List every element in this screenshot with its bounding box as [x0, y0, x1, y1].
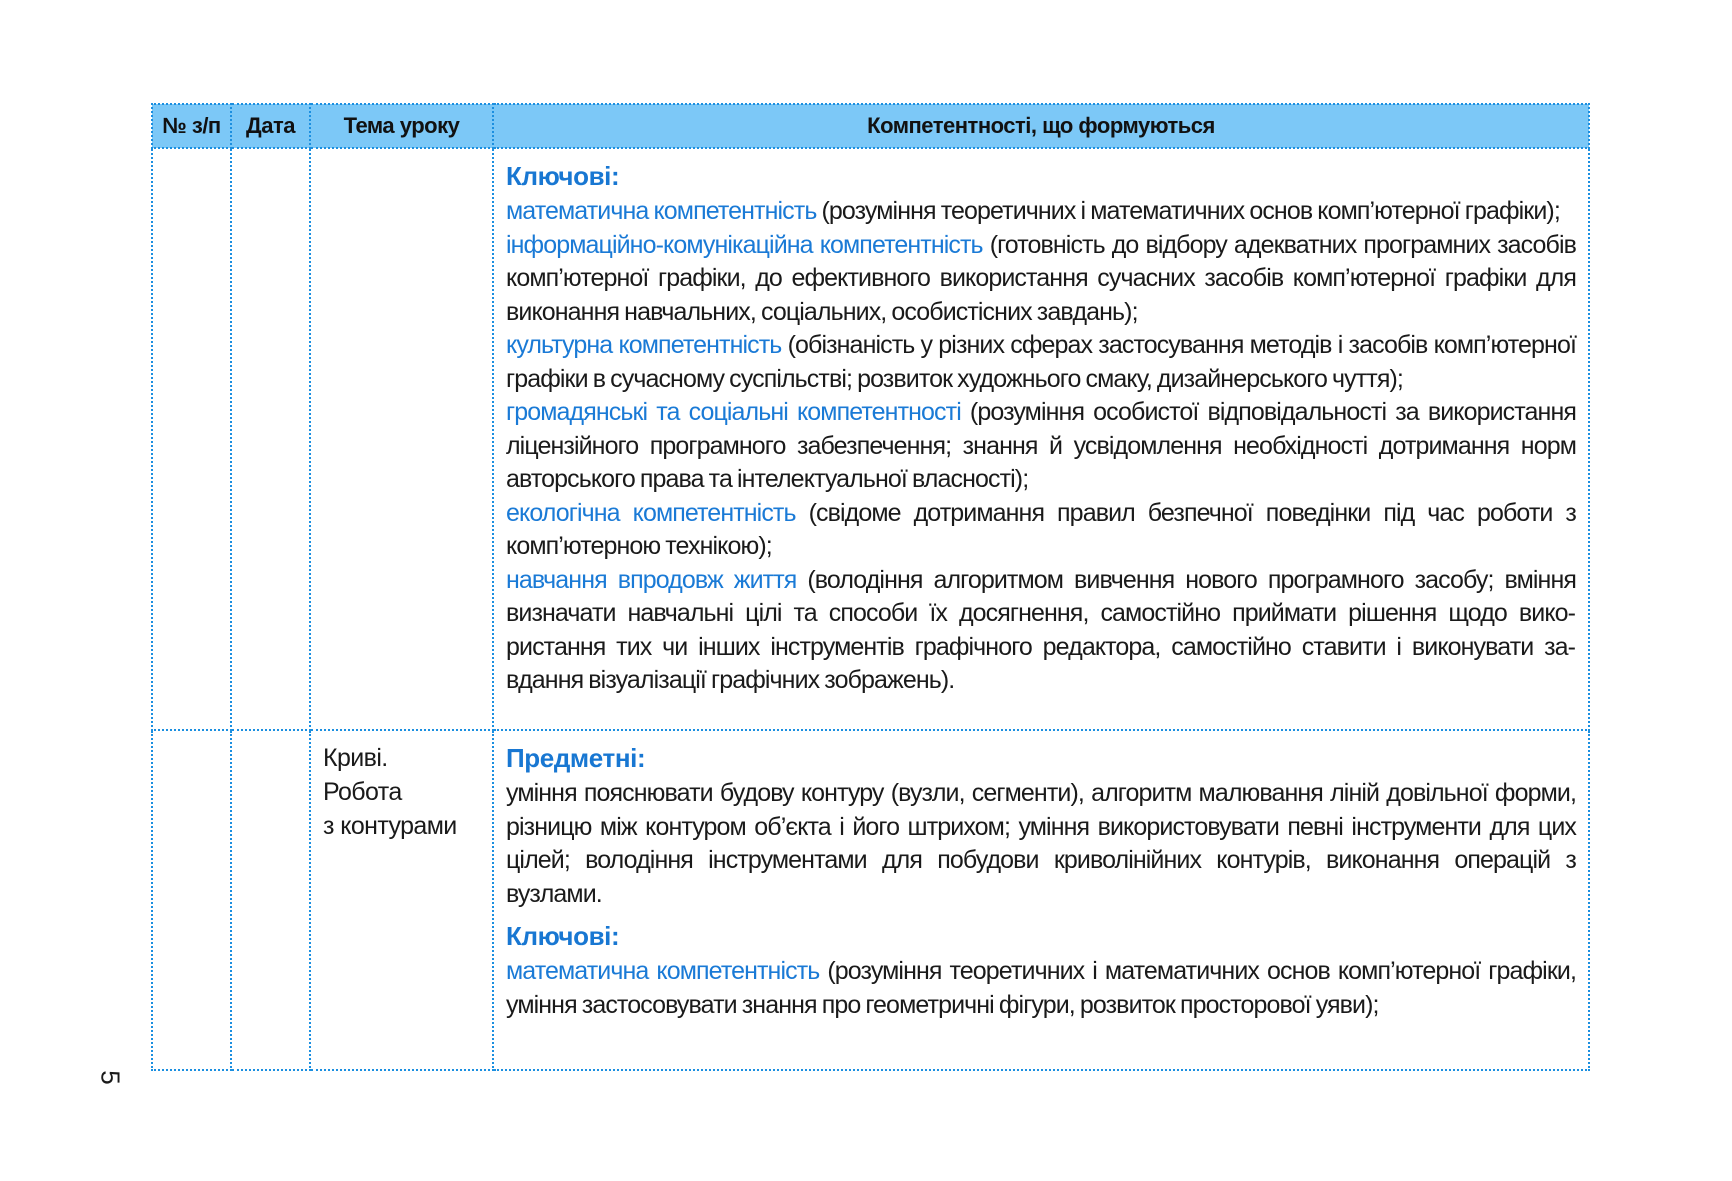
topic-line: Криві.: [323, 744, 388, 772]
competence-description: уміння пояснювати будову контуру (вузли, сегменти), алгоритм малювання ліній довільної форми, різницю між контуром об’єкта і його штрихом; уміння використовувати певні інструменти для цих цілей; володіння інструментами для побудови криволінійних контурів, виконання операцій з вузлами.: [506, 779, 1576, 908]
cell-competences: [493, 730, 1589, 1070]
section-title-subject: Предметні:: [506, 743, 646, 773]
competence-description: (розуміння теоретичних і математичних основ комп’ютерної графіки);: [816, 197, 1560, 225]
cell-topic: [310, 730, 493, 1070]
competence-item: [506, 955, 1576, 1022]
cell-date: [231, 148, 310, 730]
table-header-row: [152, 104, 1589, 148]
competence-description: (готовність до відбору адекватних програмних засобів комп’ютерної графіки, до ефективного використання сучасних засобів комп’ютерної графіки для виконання навчальних, соціальних, особистісних завдань);: [506, 230, 1576, 326]
competence-description: (свідоме дотримання правил безпечної поведінки під час роботи з комп’ютерною технікою);: [506, 498, 1576, 560]
page-number: 5: [95, 1070, 126, 1085]
competence-item: [506, 396, 1576, 497]
cell-number: [152, 148, 231, 730]
competence-name: математична компетентність: [506, 957, 820, 985]
competence-name: громадянські та соціальні компетентності: [506, 398, 961, 426]
header-topic: Тема уроку: [310, 104, 493, 148]
header-competences: Компетентності, що формуються: [493, 104, 1589, 148]
competence-item: [506, 229, 1576, 330]
competence-item: [506, 564, 1576, 698]
section-title-key: Ключові:: [506, 921, 620, 951]
topic-line: Робота: [323, 778, 402, 806]
competence-name: культурна компетентність: [506, 331, 782, 359]
competence-name: математична компетентність: [506, 197, 817, 225]
table-row: [152, 148, 1589, 730]
section-title-key: Ключові:: [506, 161, 620, 191]
table-row: [152, 730, 1589, 1070]
cell-number: [152, 730, 231, 1070]
competence-item: [506, 497, 1576, 564]
cell-topic: [310, 148, 493, 730]
competence-description: (розуміння особистої відповідальності за використання ліцензійного програмного забезпечення; знання й усвідомлення необхідності дотримання норм авторського права та інтелектуальної власності);: [506, 398, 1576, 493]
competence-name: екологічна компетентність: [506, 498, 796, 527]
competence-description: (розуміння теоретичних і математичних основ комп’ютерної графіки, уміння застосовувати знання про геометричні фігури, розвиток просторової уяви);: [506, 957, 1576, 1019]
topic-line: з контурами: [323, 812, 457, 840]
competence-description: (володіння алгоритмом вивчення нового програмного засобу; вміння визначати навчальні цілі та способи їх досягнення, самостійно приймати рішення щодо використання тих чи інших інструментів графічного редактора, самостійно ставити і виконувати завдання візуалізації графічних зображень).: [506, 565, 1577, 694]
competence-name: навчання впродовж життя: [506, 565, 797, 594]
competence-item: [506, 329, 1576, 396]
competence-item: [506, 777, 1576, 911]
competence-name: інформаційно-комунікаційна компетентність: [506, 230, 983, 259]
header-number: № з/п: [152, 104, 231, 148]
header-date: Дата: [231, 104, 310, 148]
cell-competences: [493, 148, 1589, 730]
competence-description: (обізнаність у різних сферах застосування методів і засобів комп’ютерної графіки в сучасному суспільстві; розвиток художнього смаку, дизайнерського чуття);: [506, 331, 1576, 393]
cell-date: [231, 730, 310, 1070]
lesson-plan-table: [151, 103, 1590, 1071]
competence-item: [506, 195, 1576, 229]
